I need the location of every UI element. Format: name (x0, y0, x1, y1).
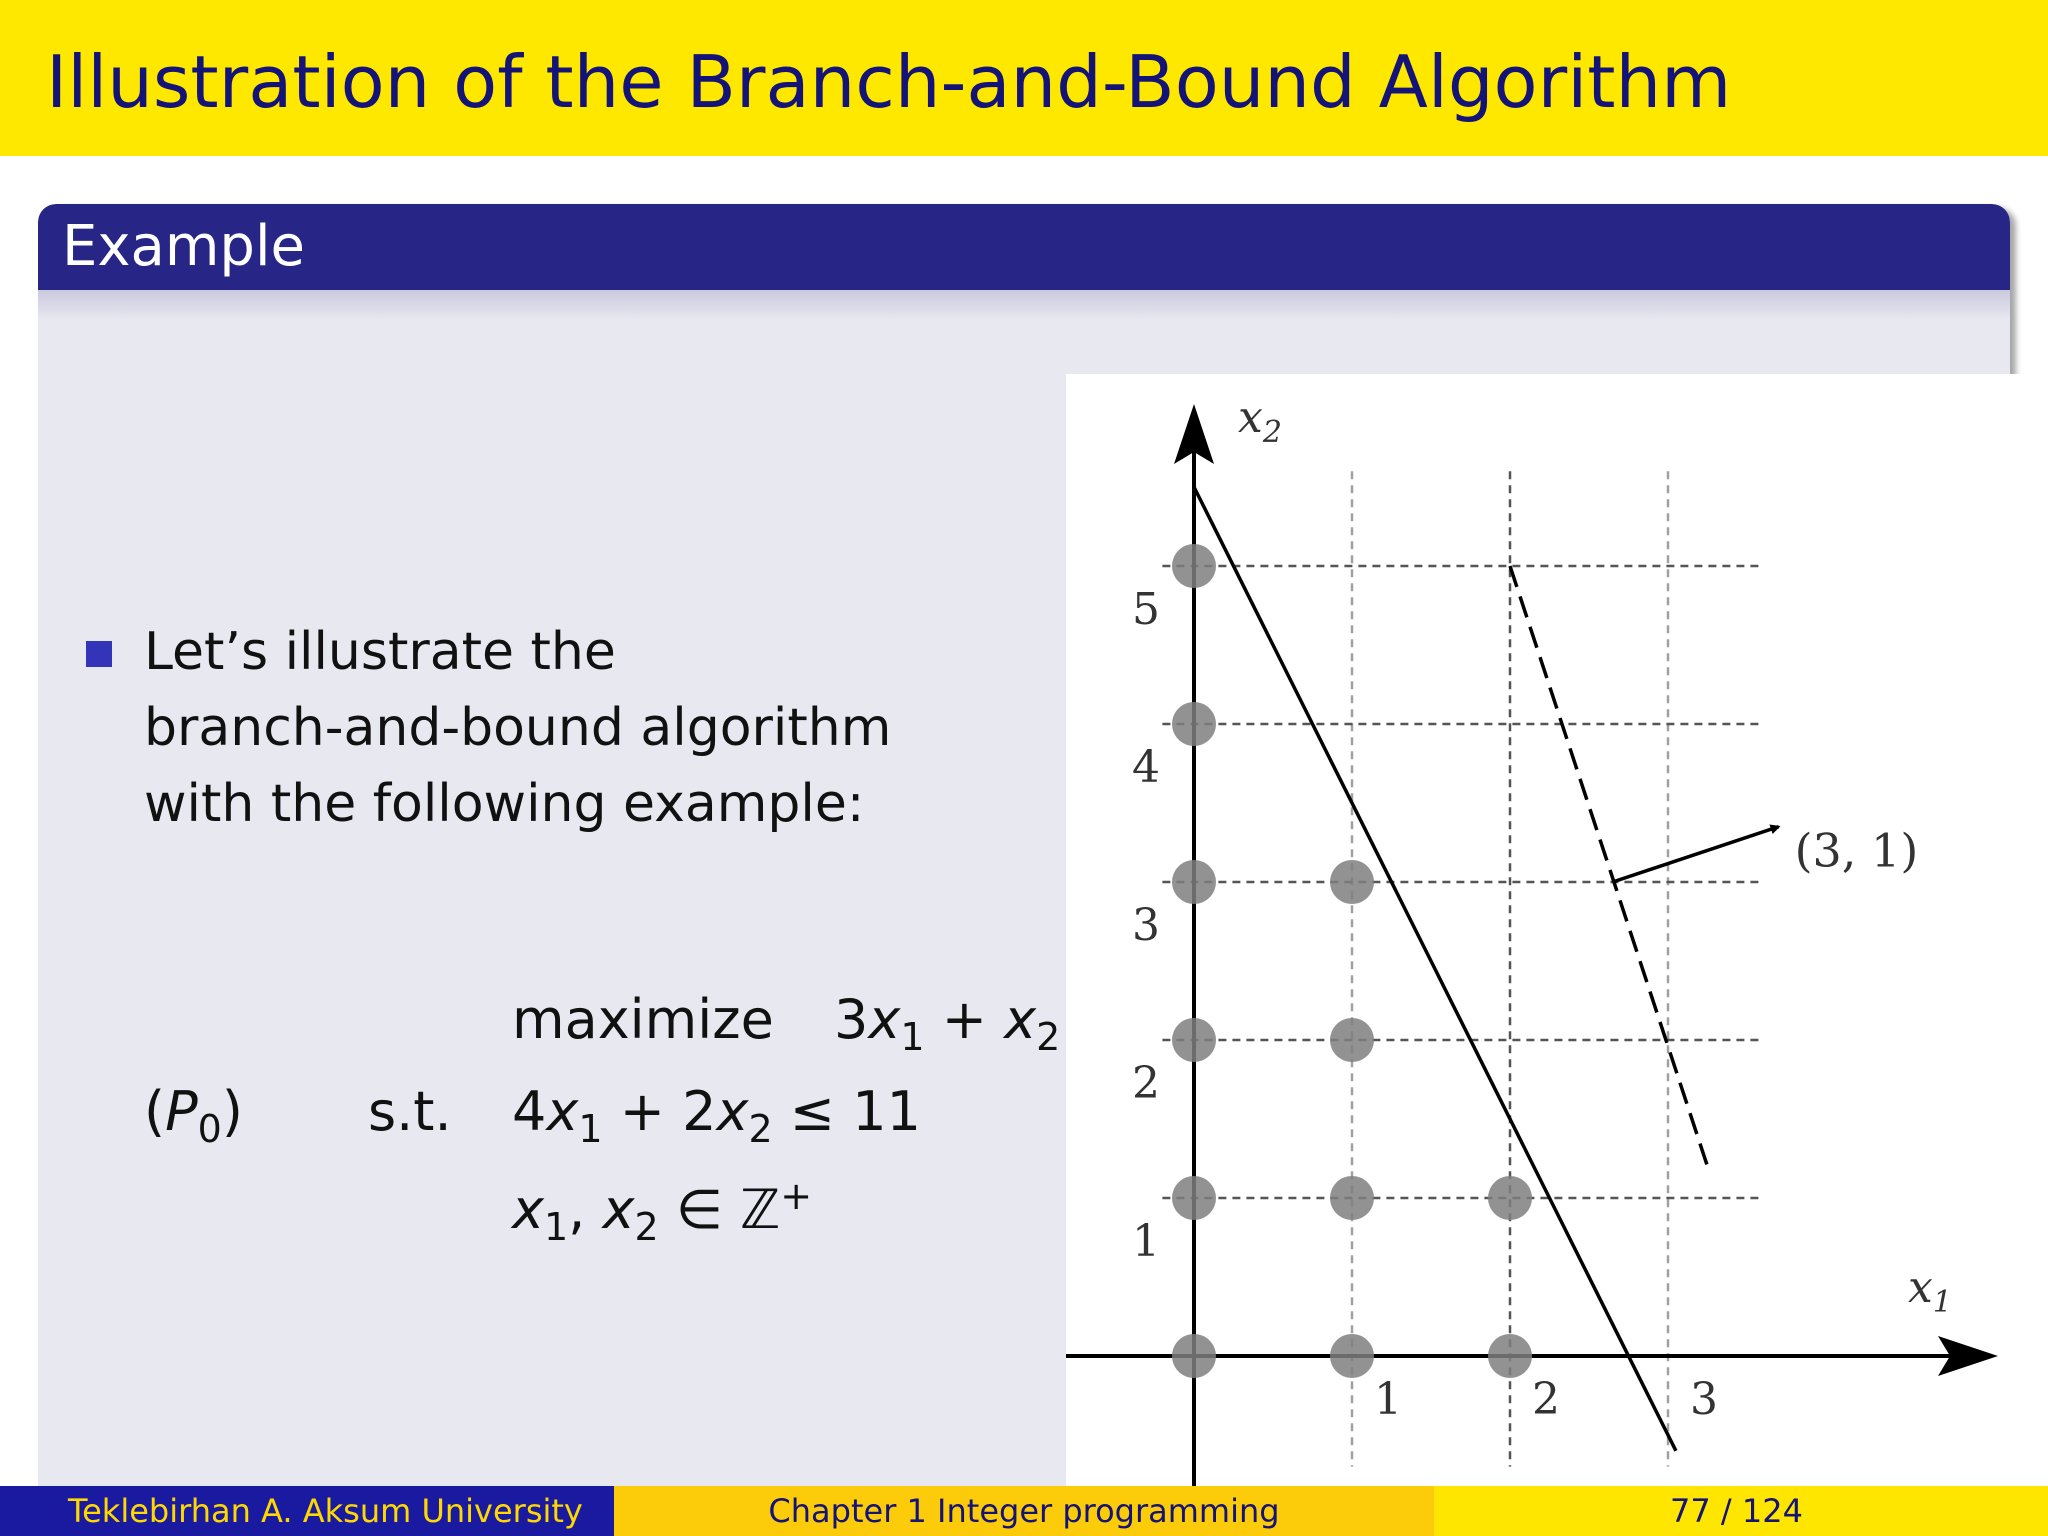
x-axis-label: $x_1$ (1908, 1262, 1952, 1320)
bullet-line: with the following example: (144, 774, 865, 834)
feasible-point (1330, 860, 1374, 904)
y-tick-label: 5 (1132, 584, 1160, 635)
constraint-line (1194, 487, 1676, 1451)
problem-label: $(P_0)$ (144, 1080, 243, 1151)
bullet-text (144, 614, 891, 842)
feasible-point (1330, 1334, 1374, 1378)
feasible-point (1172, 1176, 1216, 1220)
x-tick-label: 3 (1690, 1374, 1718, 1425)
bullet-line: Let’s illustrate the (144, 622, 616, 682)
footer-author: Teklebirhan A. Aksum University (0, 1486, 614, 1536)
block-title: Example (62, 214, 305, 279)
y-tick-label: 3 (1132, 900, 1160, 951)
objective-direction-arrow (1613, 827, 1779, 882)
footer-chapter: Chapter 1 Integer programming (614, 1486, 1434, 1536)
domain-expression: $x_1$, $x_2$ ∈ ℤ+ (512, 1174, 813, 1249)
subject-to-label: s.t. (368, 1080, 452, 1143)
objective-expression: $3x_1 + x_2$ (834, 988, 1061, 1059)
bullet-square-icon (86, 641, 112, 667)
feasible-point (1488, 1334, 1532, 1378)
y-axis-label: $x_2$ (1238, 392, 1282, 450)
maximize-label: maximize (512, 988, 774, 1051)
feasible-point (1330, 1018, 1374, 1062)
feasible-point (1330, 1176, 1374, 1220)
feasible-point (1172, 1334, 1216, 1378)
y-tick-label: 4 (1132, 742, 1160, 793)
feasible-point (1488, 1176, 1532, 1220)
x-tick-label: 2 (1532, 1374, 1560, 1425)
footer-page-number: 77 / 124 (1434, 1486, 2048, 1536)
objective-level-line (1510, 566, 1708, 1166)
objective-direction-label: (3, 1) (1794, 823, 1919, 878)
y-tick-label: 2 (1132, 1058, 1160, 1109)
x-tick-label: 1 (1374, 1374, 1402, 1425)
branch-and-bound-figure (1066, 374, 2026, 1486)
feasible-point (1172, 1018, 1216, 1062)
title-bar (0, 0, 2048, 156)
feasible-point (1172, 860, 1216, 904)
block-header-shadow (38, 290, 2010, 320)
block-header (38, 204, 2010, 290)
feasible-point (1172, 702, 1216, 746)
constraint-expression: $4x_1 + 2x_2 \le 11$ (512, 1080, 921, 1151)
slide-title: Illustration of the Branch-and-Bound Algorithm (46, 40, 1732, 124)
feasible-point (1172, 544, 1216, 588)
footer (0, 1486, 2048, 1536)
y-tick-label: 1 (1132, 1216, 1160, 1267)
bullet-line: branch-and-bound algorithm (144, 698, 892, 758)
lattice-plot (1066, 374, 2026, 1486)
